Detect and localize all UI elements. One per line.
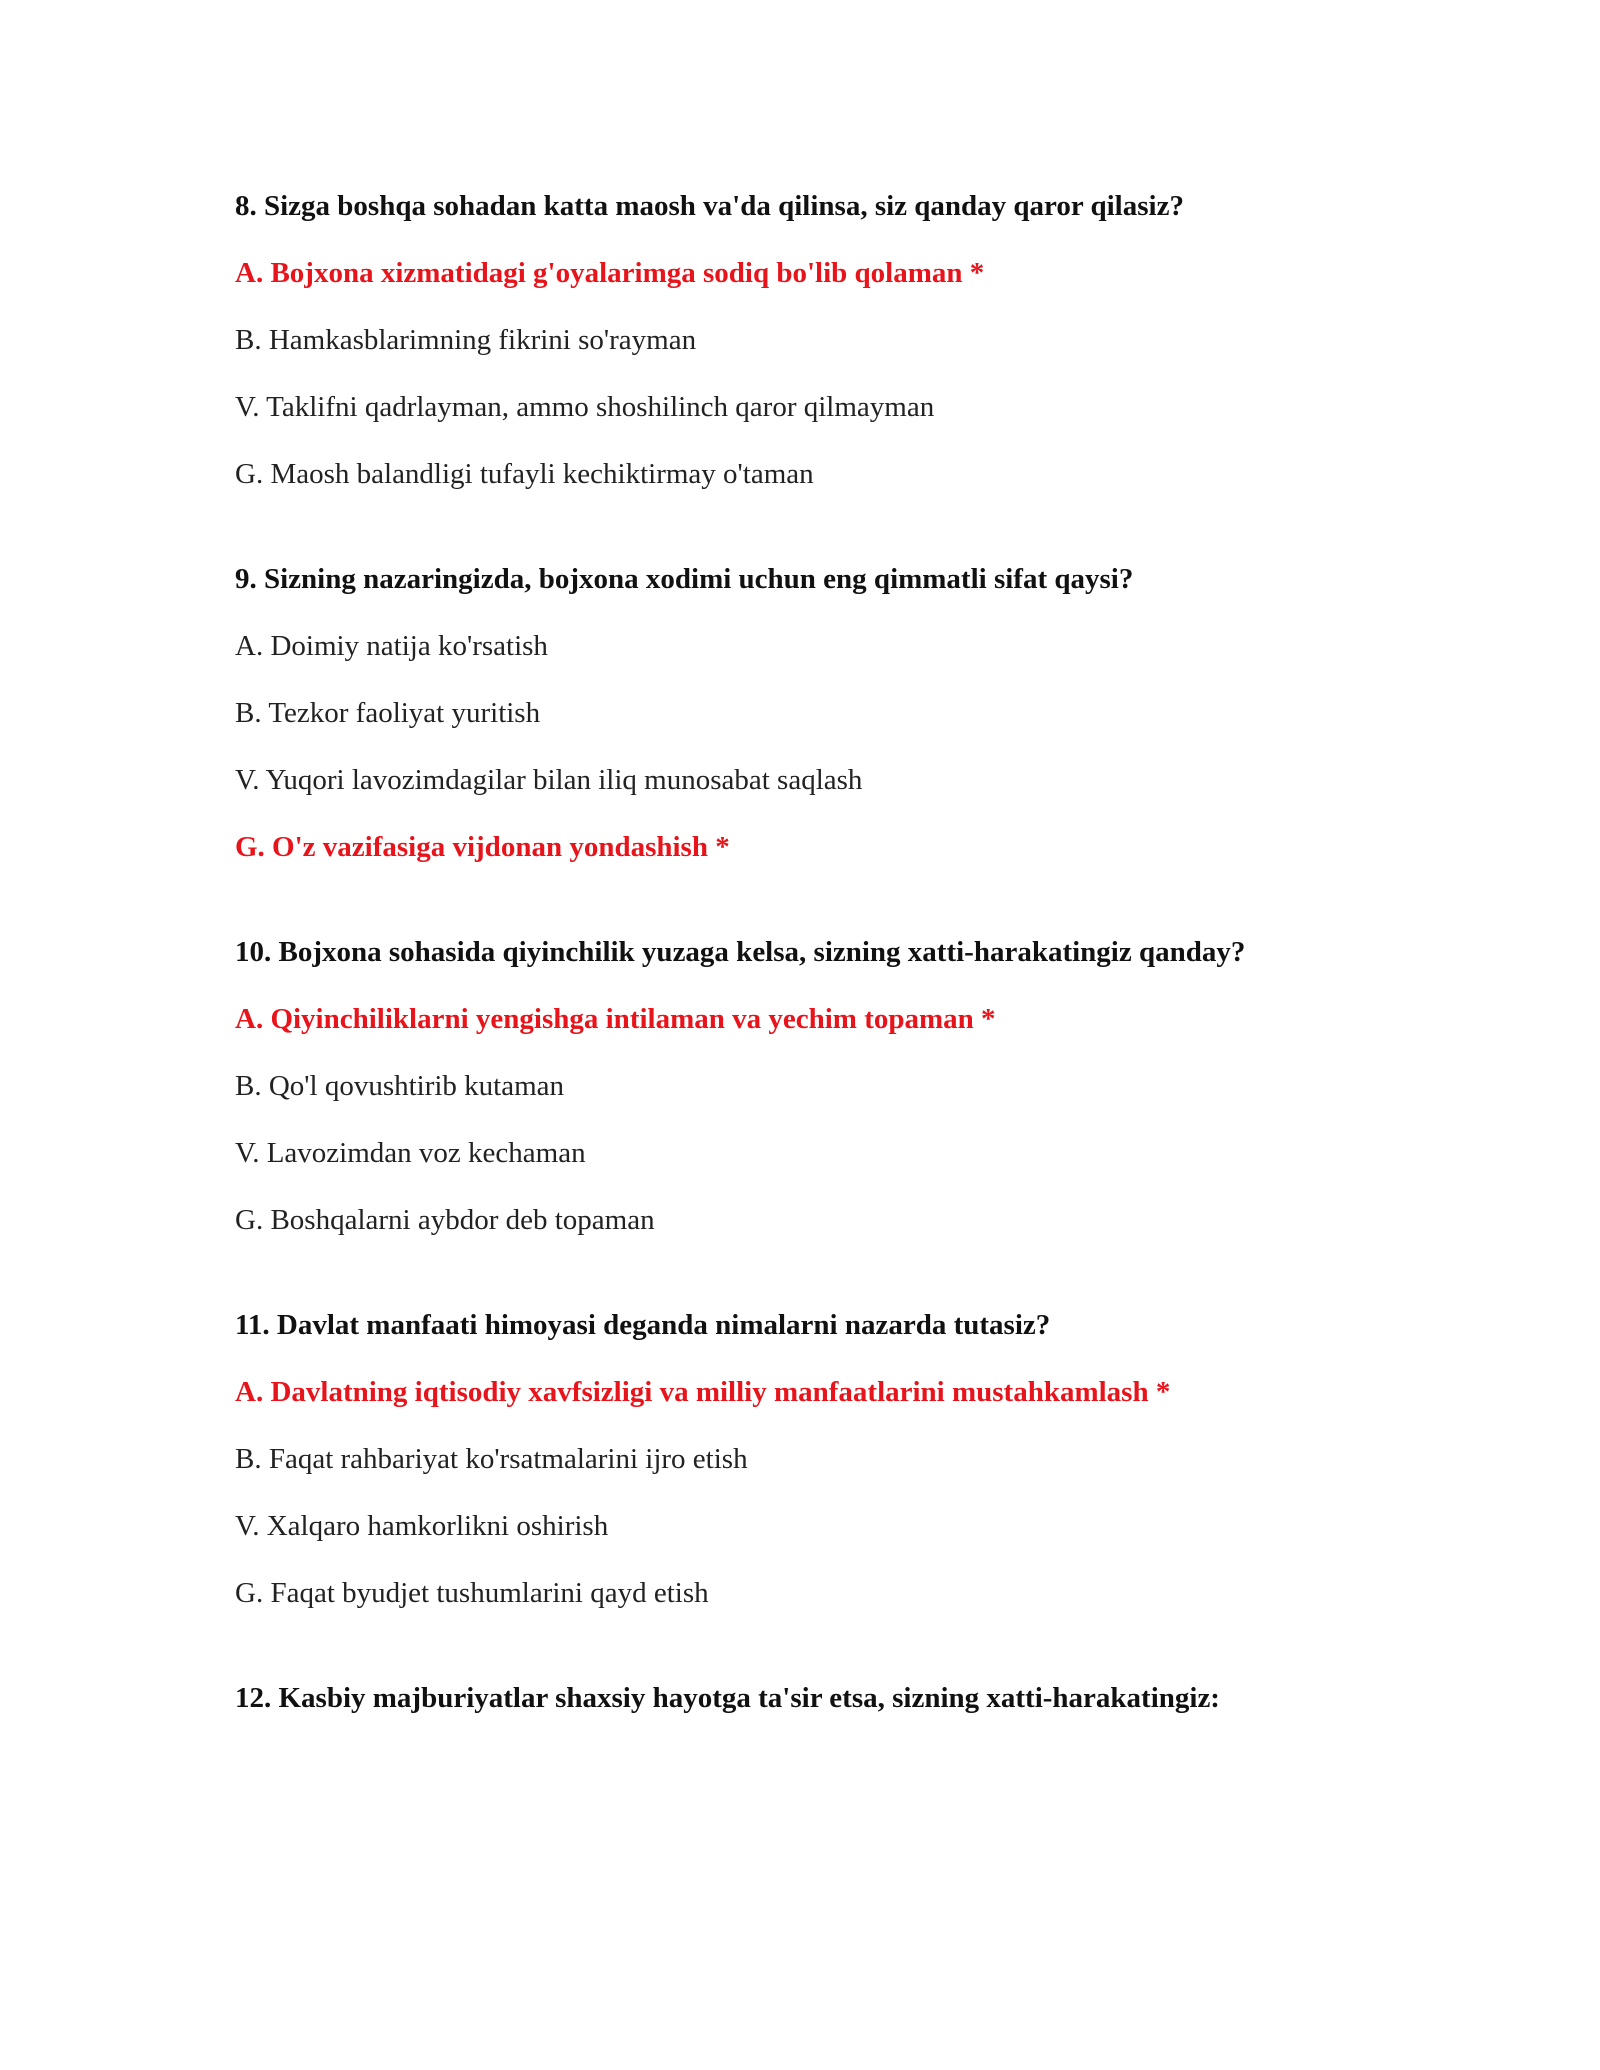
question-text: 11. Davlat manfaati himoyasi deganda nimalarni nazarda tutasiz?: [235, 1309, 1051, 1341]
question-9: [235, 560, 1435, 866]
option-b: B. Faqat rahbariyat ko'rsatmalarini ijro etish: [235, 1443, 748, 1475]
option-g: G. Maosh balandligi tufayli kechiktirmay o'taman: [235, 458, 814, 490]
option-a-correct: A. Qiyinchiliklarni yengishga intilaman va yechim topaman *: [235, 1003, 996, 1035]
option-v: V. Yuqori lavozimdagilar bilan iliq munosabat saqlash: [235, 764, 863, 796]
option-b: B. Tezkor faoliyat yuritish: [235, 697, 541, 729]
question-11: [235, 1306, 1435, 1612]
question-text: 9. Sizning nazaringizda, bojxona xodimi uchun eng qimmatli sifat qaysi?: [235, 563, 1134, 595]
option-g: G. Boshqalarni aybdor deb topaman: [235, 1204, 655, 1236]
option-b: B. Qo'l qovushtirib kutaman: [235, 1070, 565, 1102]
question-text: 12. Kasbiy majburiyatlar shaxsiy hayotga ta'sir etsa, sizning xatti-harakatingiz:: [235, 1682, 1220, 1714]
option-a-correct: A. Davlatning iqtisodiy xavfsizligi va milliy manfaatlarini mustahkamlash *: [235, 1376, 1171, 1408]
question-text: 8. Sizga boshqa sohadan katta maosh va'da qilinsa, siz qanday qaror qilasiz?: [235, 190, 1184, 222]
question-list: [235, 187, 1435, 1784]
option-a-correct: A. Bojxona xizmatidagi g'oyalarimga sodiq bo'lib qolaman *: [235, 257, 985, 289]
question-10: [235, 933, 1435, 1239]
option-v: V. Xalqaro hamkorlikni oshirish: [235, 1510, 609, 1542]
option-a: A. Doimiy natija ko'rsatish: [235, 630, 548, 662]
question-8: [235, 187, 1435, 493]
option-b: B. Hamkasblarimning fikrini so'rayman: [235, 324, 697, 356]
question-12: [235, 1679, 1435, 1717]
option-g: G. Faqat byudjet tushumlarini qayd etish: [235, 1577, 709, 1609]
option-g-correct: G. O'z vazifasiga vijdonan yondashish *: [235, 831, 730, 863]
question-text: 10. Bojxona sohasida qiyinchilik yuzaga kelsa, sizning xatti-harakatingiz qanday?: [235, 936, 1246, 968]
option-v: V. Taklifni qadrlayman, ammo shoshilinch qaror qilmayman: [235, 391, 935, 423]
option-v: V. Lavozimdan voz kechaman: [235, 1137, 586, 1169]
